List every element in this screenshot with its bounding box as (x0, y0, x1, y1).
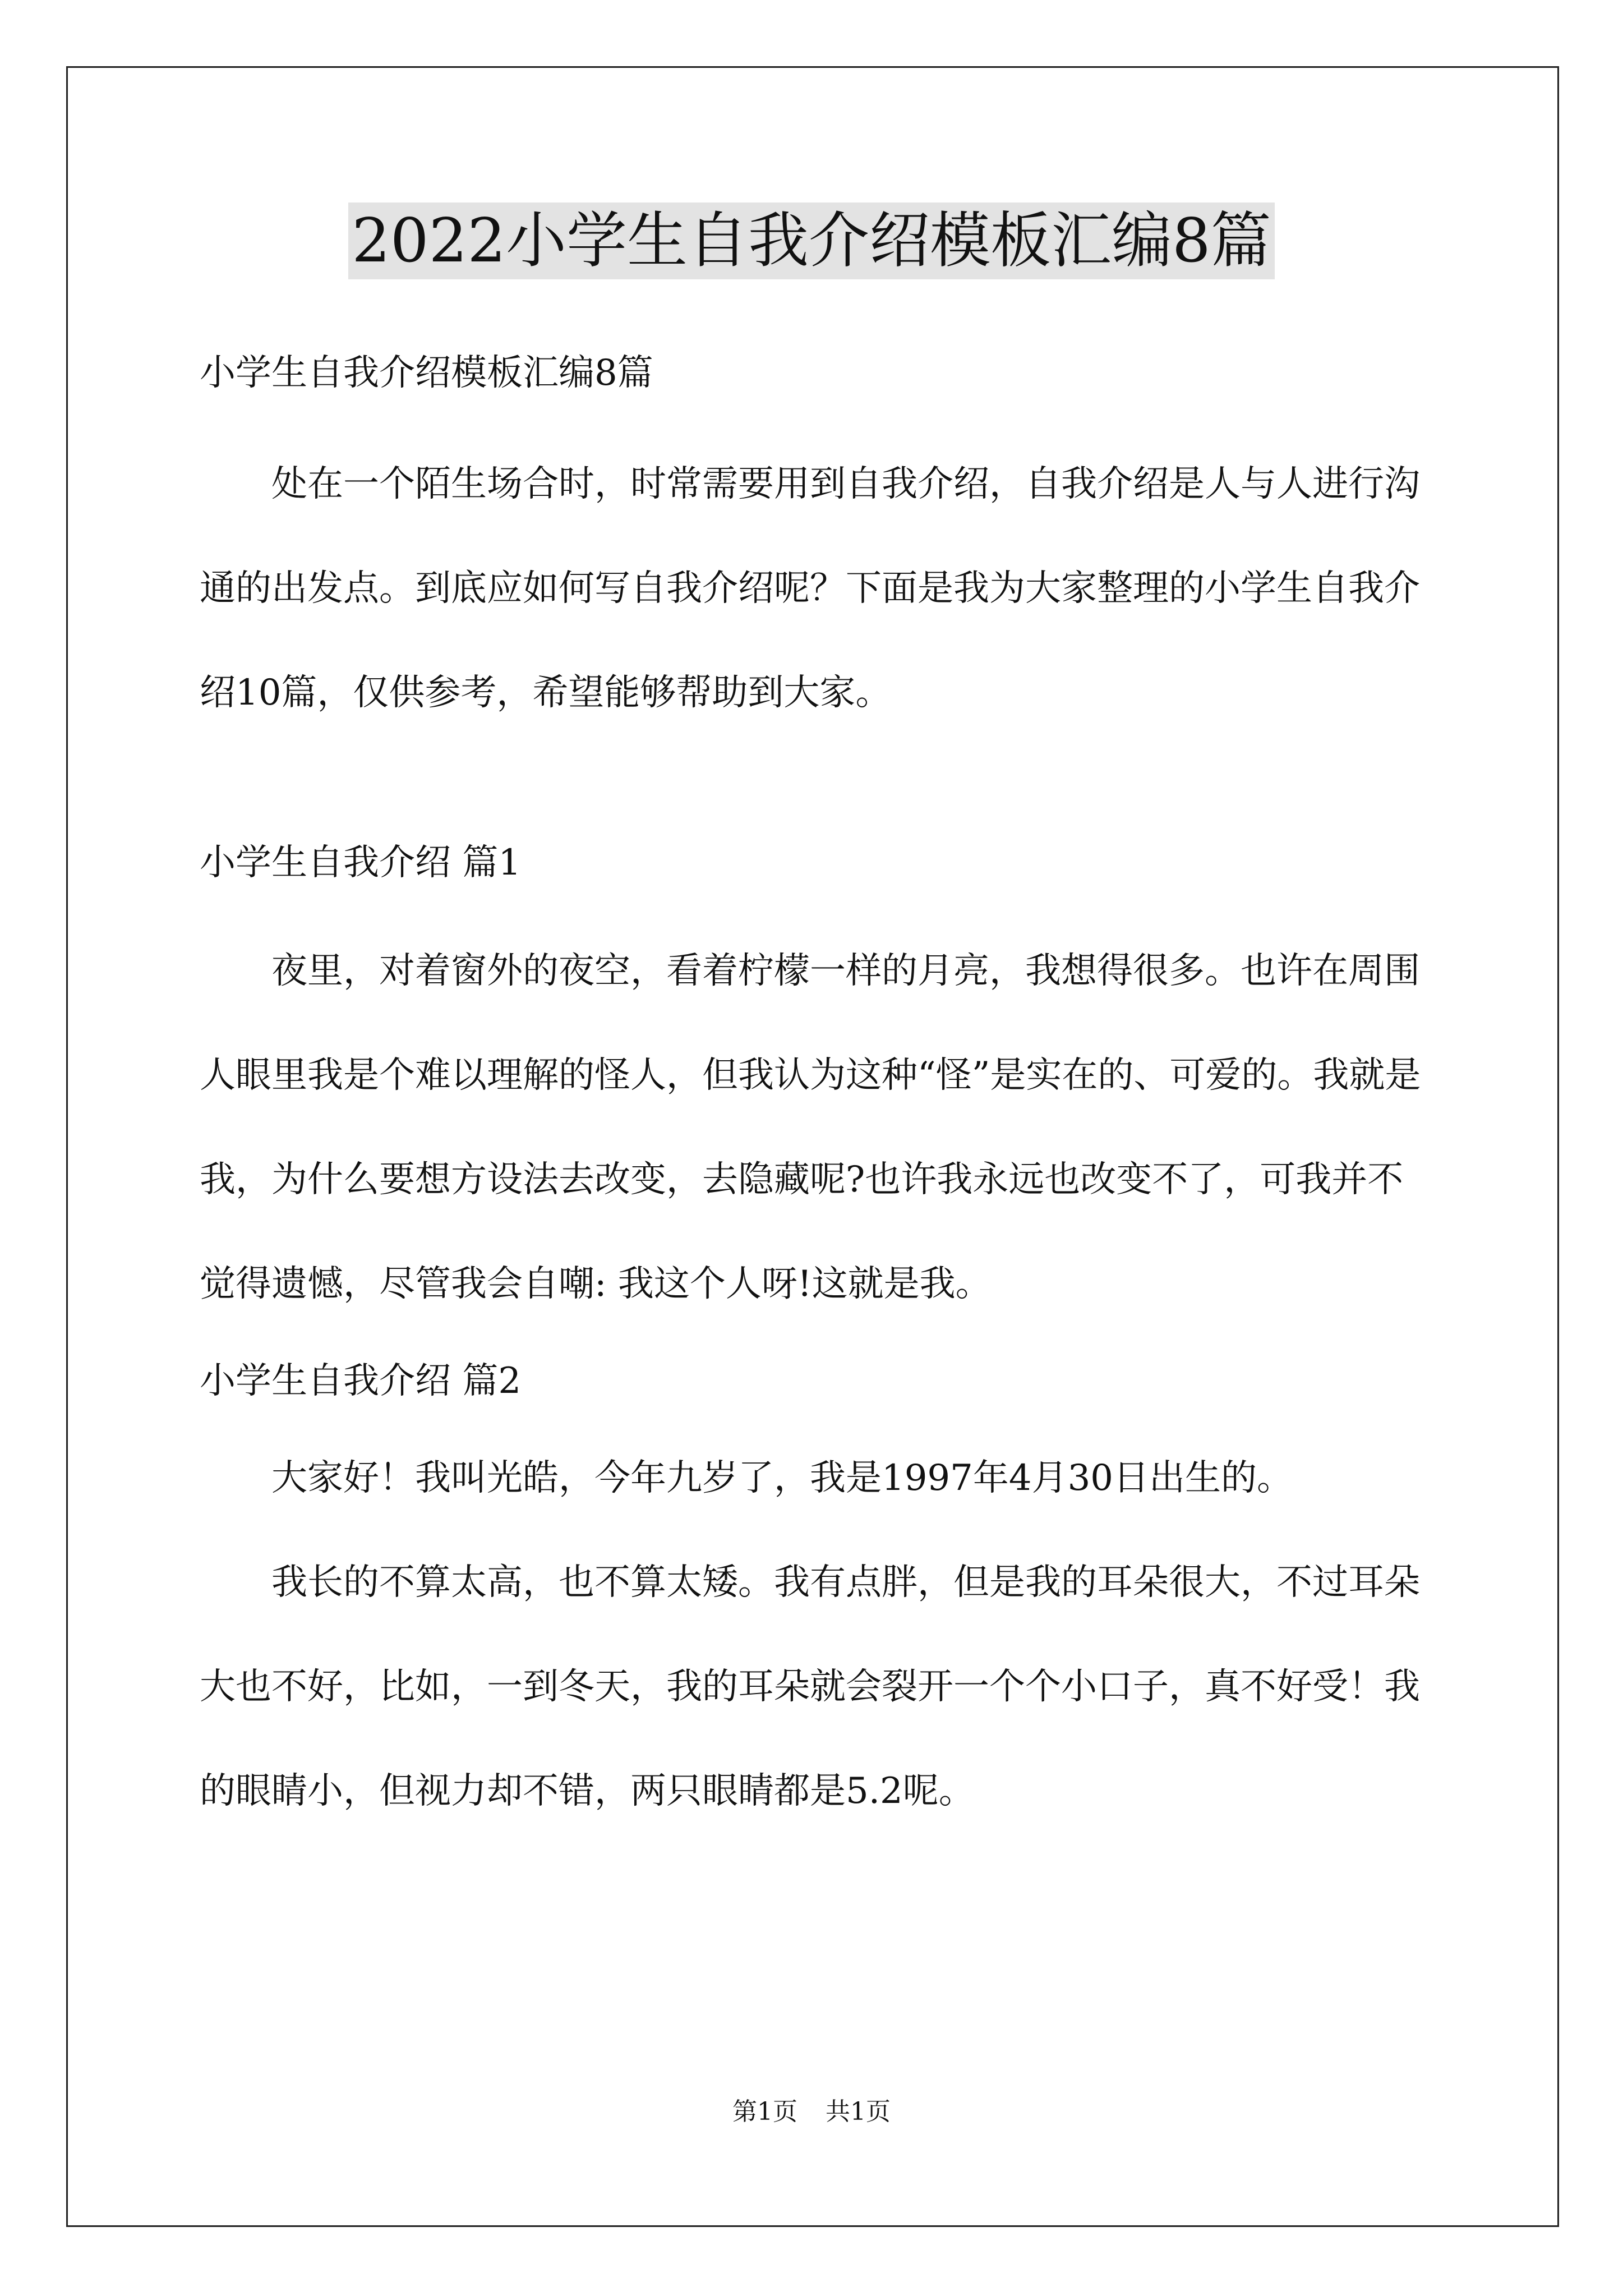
section-paragraph: 大家好！我叫光皓，今年九岁了，我是1997年4月30日出生的。 (271, 1457, 1293, 1499)
document-title (0, 202, 1623, 280)
document-subtitle: 小学生自我介绍模板汇编8篇 (200, 352, 653, 394)
page-number: 第1页 (732, 2097, 797, 2126)
section-paragraph: 我长的不算太高，也不算太矮。我有点胖，但是我的耳朵很大，不过耳朵大也不好，比如，一到冬天，我的耳朵就会裂开一个个小口子，真不好受！我的眼睛小，但视力却不错，两只眼睛都是5.2呢。 (200, 1562, 1420, 1812)
section-heading: 小学生自我介绍 篇2 (200, 1360, 522, 1402)
section-heading: 小学生自我介绍 篇1 (200, 842, 522, 884)
section-paragraph: 夜里，对着窗外的夜空，看着柠檬一样的月亮，我想得很多。也许在周围人眼里我是个难以理解的怪人，但我认为这种“怪”是实在的、可爱的。我就是我，为什么要想方设法去改变，去隐藏呢?也许我永远也改变不了，可我并不觉得遗憾，尽管我会自嘲: 我这个人呀!这就是我。 (200, 950, 1421, 1305)
page-total: 共1页 (826, 2097, 891, 2126)
intro-paragraph: 处在一个陌生场合时，时常需要用到自我介绍，自我介绍是人与人进行沟通的出发点。到底应如何写自我介绍呢？下面是我为大家整理的小学生自我介绍10篇，仅供参考，希望能够帮助到大家。 (200, 463, 1420, 714)
document-title-text: 2022小学生自我介绍模板汇编8篇 (348, 203, 1275, 279)
document-body (200, 342, 1433, 1843)
page-footer (0, 2095, 1623, 2129)
